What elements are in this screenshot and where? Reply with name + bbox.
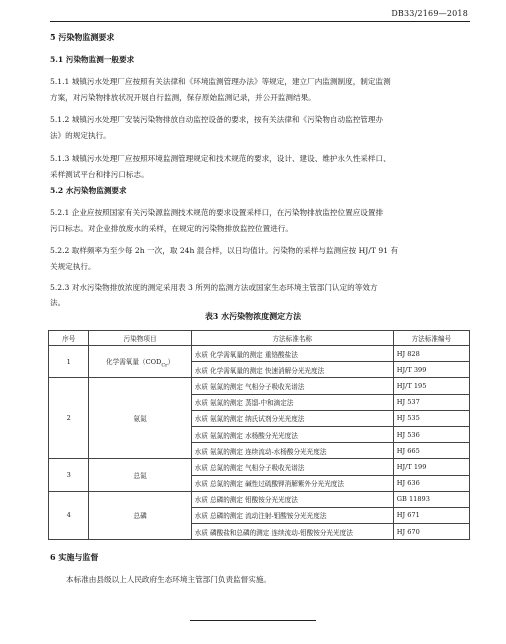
cell-method: 水质 氨氮的测定 蒸馏-中和滴定法 bbox=[191, 394, 393, 410]
para-5-1-2-line2: 法》的规定执行。 bbox=[50, 131, 111, 140]
cell-code: HJ 671 bbox=[393, 507, 469, 523]
para-5-2-3-line2: 法。 bbox=[50, 298, 66, 307]
para-5-2-1-line1: 5.2.1 企业应按照国家有关污染源监测技术规范的要求设置采样口，在污染物排放监控位置应设置排 bbox=[50, 208, 384, 217]
table-row bbox=[49, 491, 470, 507]
cell-item: 总磷 bbox=[89, 491, 191, 540]
para-5-1-3-line1: 5.1.3 城镇污水处理厂应按照环境监测管理规定和技术规范的要求，设计、建设、维护永久性采样口、 bbox=[50, 154, 391, 163]
cell-code: HJ 535 bbox=[393, 410, 469, 426]
header-method: 方法标准名称 bbox=[191, 331, 393, 346]
cell-code: HJ/T 195 bbox=[393, 378, 469, 394]
cell-code: GB 11893 bbox=[393, 491, 469, 507]
para-5-1-3-line2: 采样测试平台和排污口标志。 bbox=[50, 170, 149, 179]
cell-method: 水质 总氮的测定 气相分子吸收光谱法 bbox=[191, 459, 393, 475]
cell-no: 2 bbox=[49, 378, 89, 459]
table-row bbox=[49, 459, 470, 475]
document-code: DB33/2169—2018 bbox=[391, 9, 468, 18]
cell-code: HJ 665 bbox=[393, 443, 469, 459]
cell-method: 水质 氨氮的测定 纳氏试剂分光光度法 bbox=[191, 410, 393, 426]
para-6: 本标准由县级以上人民政府生态环境主管部门负责监督实施。 bbox=[66, 575, 272, 584]
header-code: 方法标准编号 bbox=[393, 331, 469, 346]
cell-code: HJ 537 bbox=[393, 394, 469, 410]
cell-no: 3 bbox=[49, 459, 89, 491]
cell-code: HJ 636 bbox=[393, 475, 469, 491]
header-item: 污染物项目 bbox=[89, 331, 191, 346]
header-no: 序号 bbox=[49, 331, 89, 346]
cell-method: 水质 磷酸盐和总磷的测定 连续流动-钼酸铵分光光度法 bbox=[191, 524, 393, 540]
para-5-1-1-line2: 方案，对污染物排放状况开展自行监测，保存原始监测记录，并公开监测结果。 bbox=[50, 93, 316, 102]
table-row bbox=[49, 346, 470, 362]
para-5-2-2-line1: 5.2.2 取样频率为至少每 2h 一次，取 24h 混合样，以日均值计。污染物的采样与监测应按 HJ/T 91 有 bbox=[50, 246, 399, 255]
cell-item bbox=[89, 346, 191, 378]
cell-item: 氨氮 bbox=[89, 378, 191, 459]
cell-method: 水质 总氮的测定 碱性过硫酸钾消解紫外分光光度法 bbox=[191, 475, 393, 491]
cell-method: 水质 氨氮的测定 水杨酸分光光度法 bbox=[191, 426, 393, 442]
cell-method: 水质 总磷的测定 流动注射-钼酸铵分光光度法 bbox=[191, 507, 393, 523]
cell-code: HJ 828 bbox=[393, 346, 469, 362]
cell-method: 水质 总磷的测定 钼酸铵分光光度法 bbox=[191, 491, 393, 507]
section-5-2-title: 5.2 水污染物监测要求 bbox=[50, 186, 127, 195]
table-title: 表3 水污染物浓度测定方法 bbox=[204, 311, 302, 321]
section-5-1-title: 5.1 污染物监测一般要求 bbox=[50, 55, 135, 64]
para-5-1-1-line1: 5.1.1 城镇污水处理厂应按照有关法律和《环境监测管理办法》等规定，建立厂内监测制度，制定监测 bbox=[50, 77, 391, 86]
cell-method: 水质 氨氮的测定 气相分子吸收光谱法 bbox=[191, 378, 393, 394]
cell-code: HJ 536 bbox=[393, 426, 469, 442]
cell-item-subscript: Cr bbox=[161, 361, 168, 368]
section-6-title: 6 实施与监督 bbox=[50, 552, 99, 562]
table-header-row bbox=[49, 331, 470, 346]
cell-code: HJ 670 bbox=[393, 524, 469, 540]
cell-method: 水质 氨氮的测定 连续流动-水杨酸分光光度法 bbox=[191, 443, 393, 459]
measurement-methods-table bbox=[48, 330, 470, 540]
cell-method: 水质 化学需氧量的测定 重铬酸盐法 bbox=[191, 346, 393, 362]
cell-no: 4 bbox=[49, 491, 89, 540]
cell-code: HJ/T 399 bbox=[393, 362, 469, 378]
para-5-2-2-line2: 关规定执行。 bbox=[50, 262, 96, 271]
table-row bbox=[49, 378, 470, 394]
cell-method: 水质 化学需氧量的测定 快速消解分光光度法 bbox=[191, 362, 393, 378]
header-rule bbox=[50, 21, 470, 22]
cell-code: HJ/T 199 bbox=[393, 459, 469, 475]
para-5-1-2-line1: 5.1.2 城镇污水处理厂安装污染物排放自动监控设备的要求，按有关法律和《污染物自动监控管理办 bbox=[50, 115, 384, 124]
cell-no: 1 bbox=[49, 346, 89, 378]
end-rule bbox=[190, 620, 316, 621]
section-5-title: 5 污染物监测要求 bbox=[50, 32, 115, 42]
para-5-2-1-line2: 污口标志。对企业排放废水的采样，在规定的污染物排放监控位置进行。 bbox=[50, 224, 293, 233]
cell-item: 总氮 bbox=[89, 459, 191, 491]
cell-item-text: 化学需氧量（COD bbox=[106, 357, 162, 366]
cell-item-close: ） bbox=[167, 357, 175, 366]
para-5-2-3-line1: 5.2.3 对水污染物排放浓度的测定采用表 3 所列的监测方法或国家生态环境主管部门认定的等效方 bbox=[50, 283, 378, 292]
